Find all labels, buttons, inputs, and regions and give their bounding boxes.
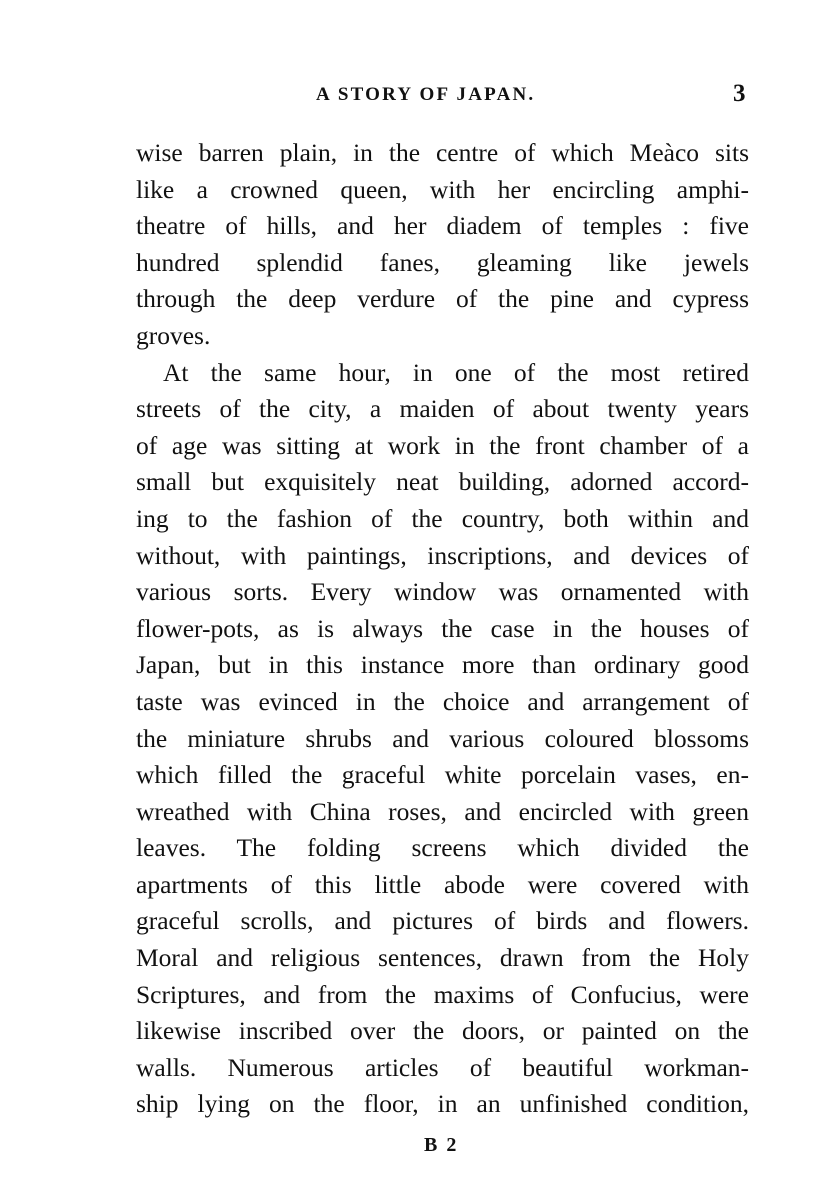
signature-mark: B 2 [424,1134,459,1156]
text-line: Scriptures, and from the maxims of Confucius, were [136,979,749,1009]
text-line: graceful scrolls, and pictures of birds and flowers. [136,906,749,936]
text-line: various sorts. Every window was ornamented with [136,577,749,607]
text-line: through the deep verdure of the pine and cypress [136,284,749,314]
text-line: streets of the city, a maiden of about twenty years [136,394,749,424]
running-title: A STORY OF JAPAN. [316,84,536,105]
text-line: At the same hour, in one of the most retired [163,357,749,387]
text-line: the miniature shrubs and various coloured blossoms [136,723,749,753]
text-line: groves. [136,320,211,350]
page-number: 3 [733,80,746,107]
text-line: of age was sitting at work in the front chamber of a [136,430,749,460]
text-line: flower-pots, as is always the case in the houses of [136,613,749,643]
text-line: small but exquisitely neat building, adorned accord- [136,467,749,497]
text-line: taste was evinced in the choice and arrangement of [136,686,749,716]
text-line: without, with paintings, inscriptions, and devices of [136,540,749,570]
text-line: Moral and religious sentences, drawn from the Holy [136,943,749,973]
text-line: wreathed with China roses, and encircled with green [136,796,749,826]
text-line: Japan, but in this instance more than ordinary good [136,650,749,680]
text-line: likewise inscribed over the doors, or painted on the [136,1016,749,1046]
text-line: theatre of hills, and her diadem of temples : five [136,211,749,241]
text-line: walls. Numerous articles of beautiful workman- [136,1052,749,1082]
text-line: apartments of this little abode were covered with [136,869,749,899]
text-line: hundred splendid fanes, gleaming like jewels [136,247,749,277]
text-line: ing to the fashion of the country, both within and [136,503,749,533]
text-line: which filled the graceful white porcelain vases, en- [136,760,749,790]
body-text [136,135,749,1123]
text-line: leaves. The folding screens which divided the [136,833,749,863]
text-line: ship lying on the floor, in an unfinished condition, [136,1089,749,1119]
text-line: wise barren plain, in the centre of which Meàco sits [136,138,749,167]
text-line: like a crowned queen, with her encircling amphi- [136,174,749,204]
